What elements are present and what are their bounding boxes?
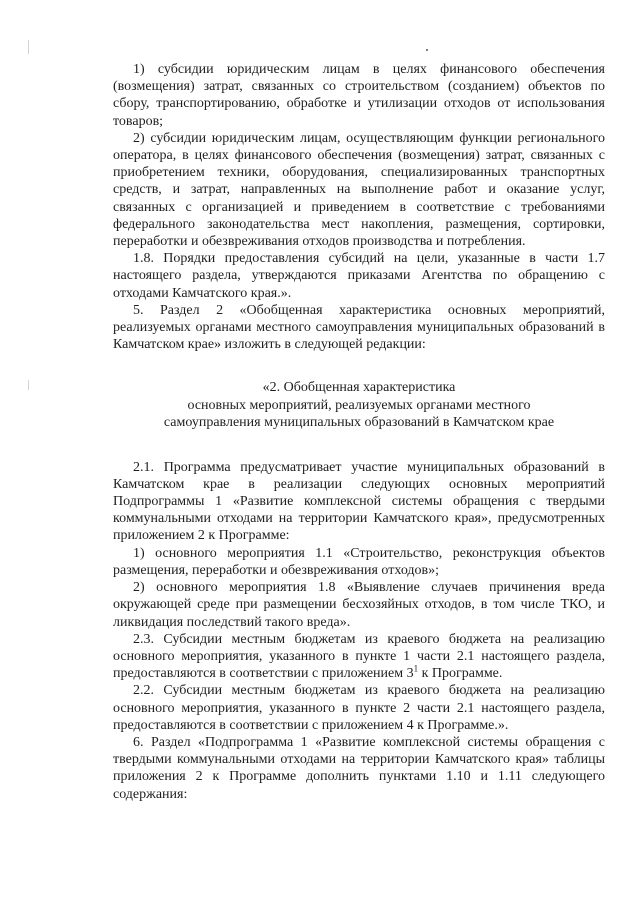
paragraph-2-3-text: 2.3. Субсидии местным бюджетам из краевого бюджета на реализацию основного мероприятия, указанного в пункте 1 части 2.1 настоящего раздела, предоставляются в соответствии с приложением 3 bbox=[113, 631, 605, 682]
paragraph-list-1: 1) основного мероприятия 1.1 «Строительство, реконструкция объектов размещения, переработки и обезвреживания отходов»; bbox=[113, 545, 605, 578]
section-heading-line-1: «2. Обобщенная характеристика bbox=[262, 380, 456, 396]
section-heading-line-2: основных мероприятий, реализуемых органами местного bbox=[187, 397, 531, 413]
paragraph-2-3-tail: к Программе. bbox=[418, 666, 503, 682]
scan-edge-mark bbox=[28, 40, 29, 54]
document-body bbox=[113, 61, 605, 803]
paragraph-2-3 bbox=[113, 631, 605, 683]
paragraph-2-2: 2.2. Субсидии местным бюджетам из краевого бюджета на реализацию основного мероприятия, указанного в пункте 2 части 2.1 настоящего раздела, предоставляются в соответствии с приложением 4 к Программе.». bbox=[113, 683, 605, 733]
paragraph-item-5: 5. Раздел 2 «Обобщенная характеристика основных мероприятий, реализуемых органами местного самоуправления муниципальных образований в Камчатском крае» изложить в следующей редакции: bbox=[113, 302, 605, 353]
paragraph-subsidy-2: 2) субсидии юридическим лицам, осуществляющим функции регионального оператора, в целях финансового обеспечения (возмещения) затрат, связанных с приобретением техники, оборудования, специализированных транспортных средств, и затрат, направленных на выполнение работ и оказание услуг, связанных с организацией и приведением в соответствие с требованиями федерального законодательства мест накопления, размещения, сортировки, переработки и обезвреживания отходов производства и потребления. bbox=[113, 130, 605, 250]
paragraph-1-8: 1.8. Порядки предоставления субсидий на цели, указанные в части 1.7 настоящего раздела, утверждаются приказами Агентства по обращению с отходами Камчатского края.». bbox=[113, 251, 605, 301]
paragraph-list-2: 2) основного мероприятия 1.8 «Выявление случаев причинения вреда окружающей среде при размещении бесхозяйных отходов, в том числе ТКО, и ликвидация последствий такого вреда». bbox=[113, 580, 605, 630]
paragraph-subsidy-1: 1) субсидии юридическим лицам в целях финансового обеспечения (возмещения) затрат, связанных со строительством (созданием) объектов по сбору, транспортированию, обработке и утилизации отходов от использования товаров; bbox=[113, 62, 605, 129]
scan-edge-mark bbox=[28, 380, 29, 390]
superscript-footnote: 1 bbox=[413, 663, 419, 674]
section-heading bbox=[113, 379, 605, 431]
scan-dot-mark bbox=[426, 49, 428, 51]
paragraph-2-1: 2.1. Программа предусматривает участие муниципальных образований в Камчатском крае в реализации следующих основных мероприятий Подпрограммы 1 «Развитие комплексной системы обращения с твердыми коммунальными отходами на территории Камчатского края», предусмотренных приложением 2 к Программе: bbox=[113, 459, 605, 544]
paragraph-item-6: 6. Раздел «Подпрограмма 1 «Развитие комплексной системы обращения с твердыми коммунальными отходами на территории Камчатского края» таблицы приложения 2 к Программе дополнить пунктами 1.10 и 1.11 следующего содержания: bbox=[113, 734, 605, 802]
section-heading-line-3: самоуправления муниципальных образований в Камчатском крае bbox=[163, 415, 555, 431]
